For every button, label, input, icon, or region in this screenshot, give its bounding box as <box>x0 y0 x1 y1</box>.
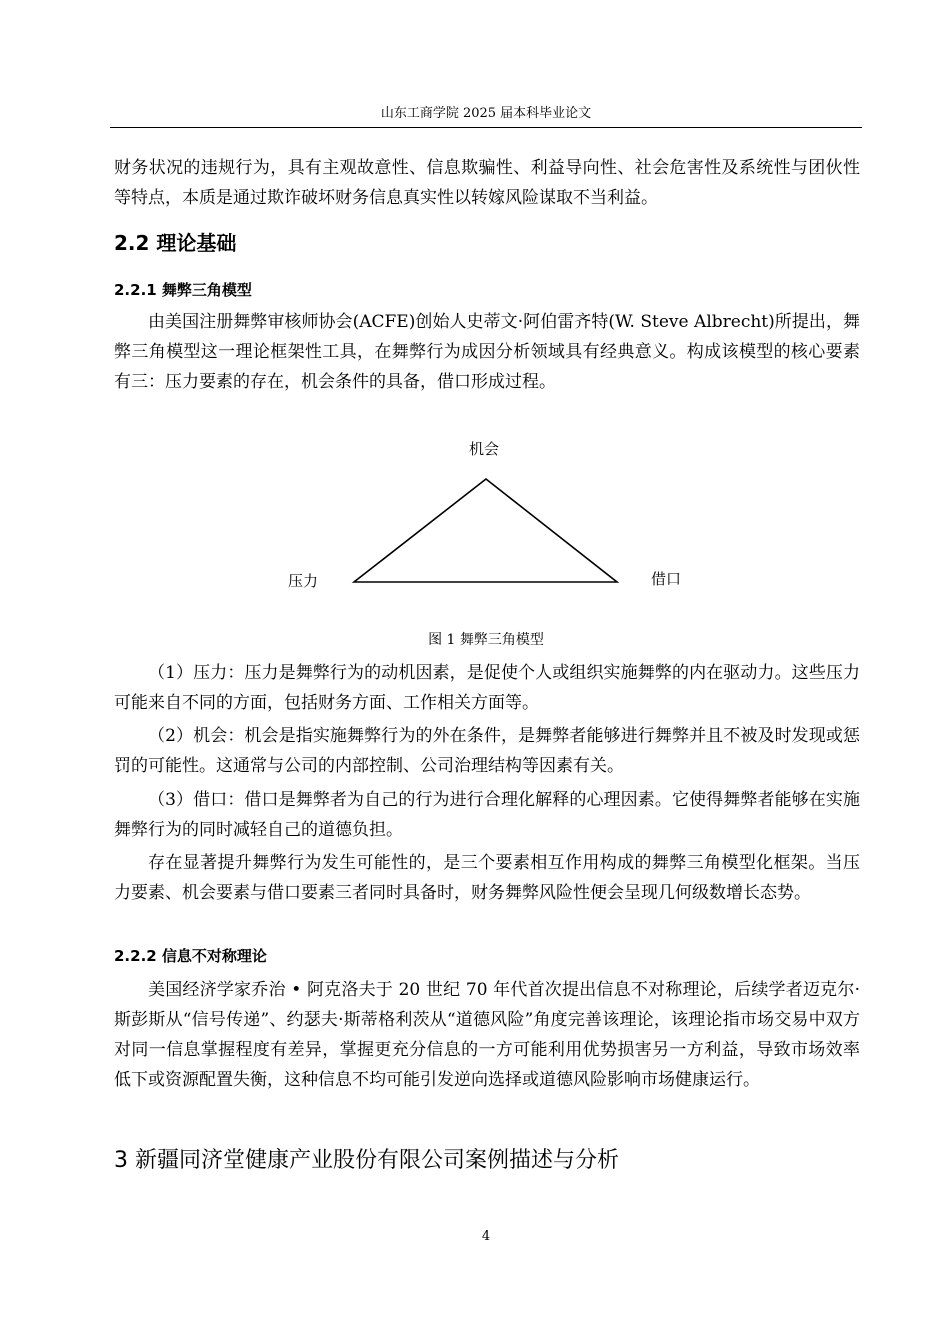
summary-paragraph: 存在显著提升舞弊行为发生可能性的，是三个要素相互作用构成的舞弊三角模型化框架。当压力要素、机会要素与借口要素三者同时具备时，财务舞弊风险性便会呈现几何级数增长态势。 <box>114 853 860 903</box>
figure-caption: 图 1 舞弊三角模型 <box>428 632 544 648</box>
section-heading-2-2-2: 2.2.2 信息不对称理论 <box>114 947 267 965</box>
running-header: 山东工商学院 2025 届本科毕业论文 <box>380 106 592 121</box>
fraud-triangle-paragraph: 由美国注册舞弊审核师协会(ACFE)创始人史蒂文·阿伯雷齐特(W. Steve Albrecht)所提出，舞弊三角模型这一理论框架性工具，在舞弊行为成因分析领域具有经典意义。构成该模型的核心要素有三：压力要素的存在，机会条件的具备，借口形成过程。 <box>114 312 860 392</box>
fraud-triangle-shape <box>354 479 617 582</box>
page-number: 4 <box>481 1229 491 1244</box>
section-heading-2-2-1: 2.2.1 舞弊三角模型 <box>114 281 252 299</box>
information-asymmetry-paragraph: 美国经济学家乔治 • 阿克洛夫于 20 世纪 70 年代首次提出信息不对称理论，后续学者迈克尔·斯彭斯从“信号传递”、约瑟夫·斯蒂格利茨从“道德风险”角度完善该理论，该理论指市场交易中双方对同一信息掌握程度有差异，掌握更充分信息的一方可能利用优势损害另一方利益，导致市场效率低下或资源配置失衡，这种信息不均可能引发逆向选择或道德风险影响市场健康运行。 <box>114 980 860 1090</box>
chapter-heading-3: 3 新疆同济堂健康产业股份有限公司案例描述与分析 <box>114 1148 619 1173</box>
section-heading-2-2: 2.2 理论基础 <box>114 231 237 255</box>
list-item-opportunity: （2）机会：机会是指实施舞弊行为的外在条件，是舞弊者能够进行舞弊并且不被及时发现或惩罚的可能性。这通常与公司的内部控制、公司治理结构等因素有关。 <box>114 726 860 776</box>
list-item-rationalization: （3）借口：借口是舞弊者为自己的行为进行合理化解释的心理因素。它使得舞弊者能够在实施舞弊行为的同时减轻自己的道德负担。 <box>114 790 860 840</box>
list-item-pressure: （1）压力：压力是舞弊行为的动机因素，是促使个人或组织实施舞弊的内在驱动力。这些压力可能来自不同的方面，包括财务方面、工作相关方面等。 <box>114 663 860 713</box>
triangle-label-opportunity: 机会 <box>469 440 500 458</box>
triangle-label-rationalization: 借口 <box>651 570 682 588</box>
triangle-label-pressure: 压力 <box>288 572 319 590</box>
intro-paragraph: 财务状况的违规行为，具有主观故意性、信息欺骗性、利益导向性、社会危害性及系统性与团伙性等特点，本质是通过欺诈破坏财务信息真实性以转嫁风险谋取不当利益。 <box>114 158 860 208</box>
